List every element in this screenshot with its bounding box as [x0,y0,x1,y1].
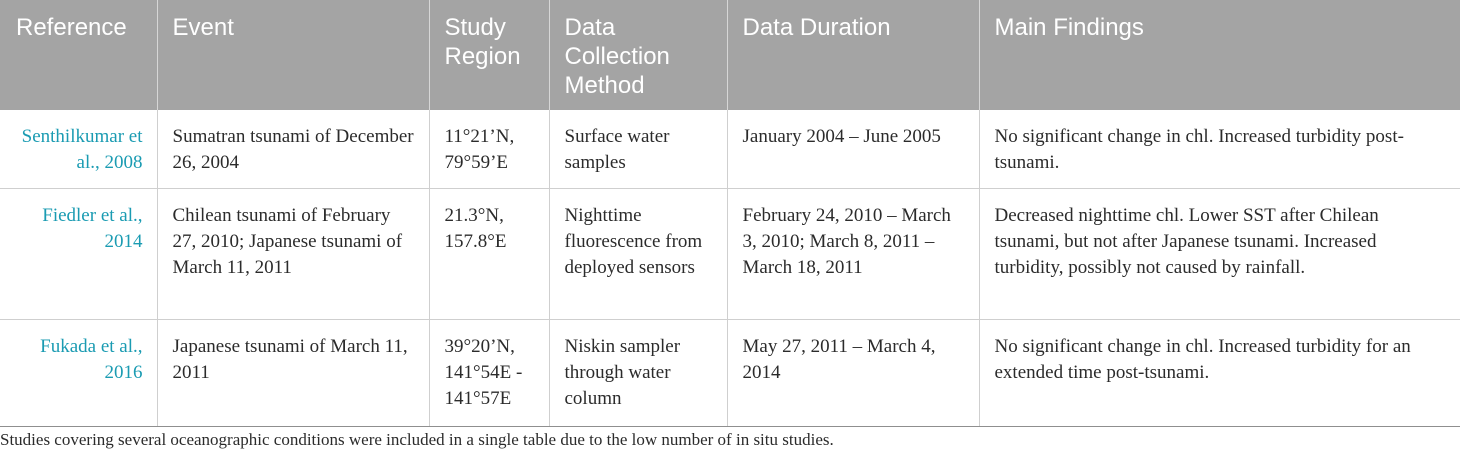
event-cell: Sumatran tsunami of December 26, 2004 [157,110,429,188]
header-data-duration: Data Duration [727,0,979,110]
region-cell: 21.3°N, 157.8°E [429,188,549,319]
duration-cell: February 24, 2010 – March 3, 2010; March 8, 2011 – March 18, 2011 [727,188,979,319]
table-row [0,319,1460,426]
reference-cell [0,319,157,426]
table-row [0,110,1460,188]
duration-cell: May 27, 2011 – March 4, 2014 [727,319,979,426]
reference-cell [0,188,157,319]
table-row [0,188,1460,319]
header-event: Event [157,0,429,110]
event-cell: Chilean tsunami of February 27, 2010; Japanese tsunami of March 11, 2011 [157,188,429,319]
method-cell: Niskin sampler through water column [549,319,727,426]
event-cell: Japanese tsunami of March 11, 2011 [157,319,429,426]
findings-cell: Decreased nighttime chl. Lower SST after Chilean tsunami, but not after Japanese tsunami. Increased turbidity, possibly not caused by rainfall. [979,188,1460,319]
reference-link[interactable]: Fiedler et al., 2014 [42,204,143,252]
findings-cell: No significant change in chl. Increased turbidity for an extended time post-tsunami. [979,319,1460,426]
reference-link[interactable]: Senthilkumar et al., 2008 [21,126,143,173]
header-study-region: Study Region [429,0,549,110]
method-cell: Nighttime fluorescence from deployed sensors [549,188,727,319]
method-cell: Surface water samples [549,110,727,188]
region-cell: 39°20’N, 141°54E - 141°57E [429,319,549,426]
region-cell: 11°21’N, 79°59’E [429,110,549,188]
duration-cell: January 2004 – June 2005 [727,110,979,188]
reference-cell [0,110,157,188]
header-row [0,0,1460,110]
reference-link[interactable]: Fukada et al., 2016 [40,335,143,383]
header-data-collection-method: Data Collection Method [549,0,727,110]
table-footnote: Studies covering several oceanographic conditions were included in a single table due to the low number of in situ studies. [0,430,834,449]
header-reference: Reference [0,0,157,110]
header-main-findings: Main Findings [979,0,1460,110]
findings-cell: No significant change in chl. Increased turbidity post-tsunami. [979,110,1460,188]
